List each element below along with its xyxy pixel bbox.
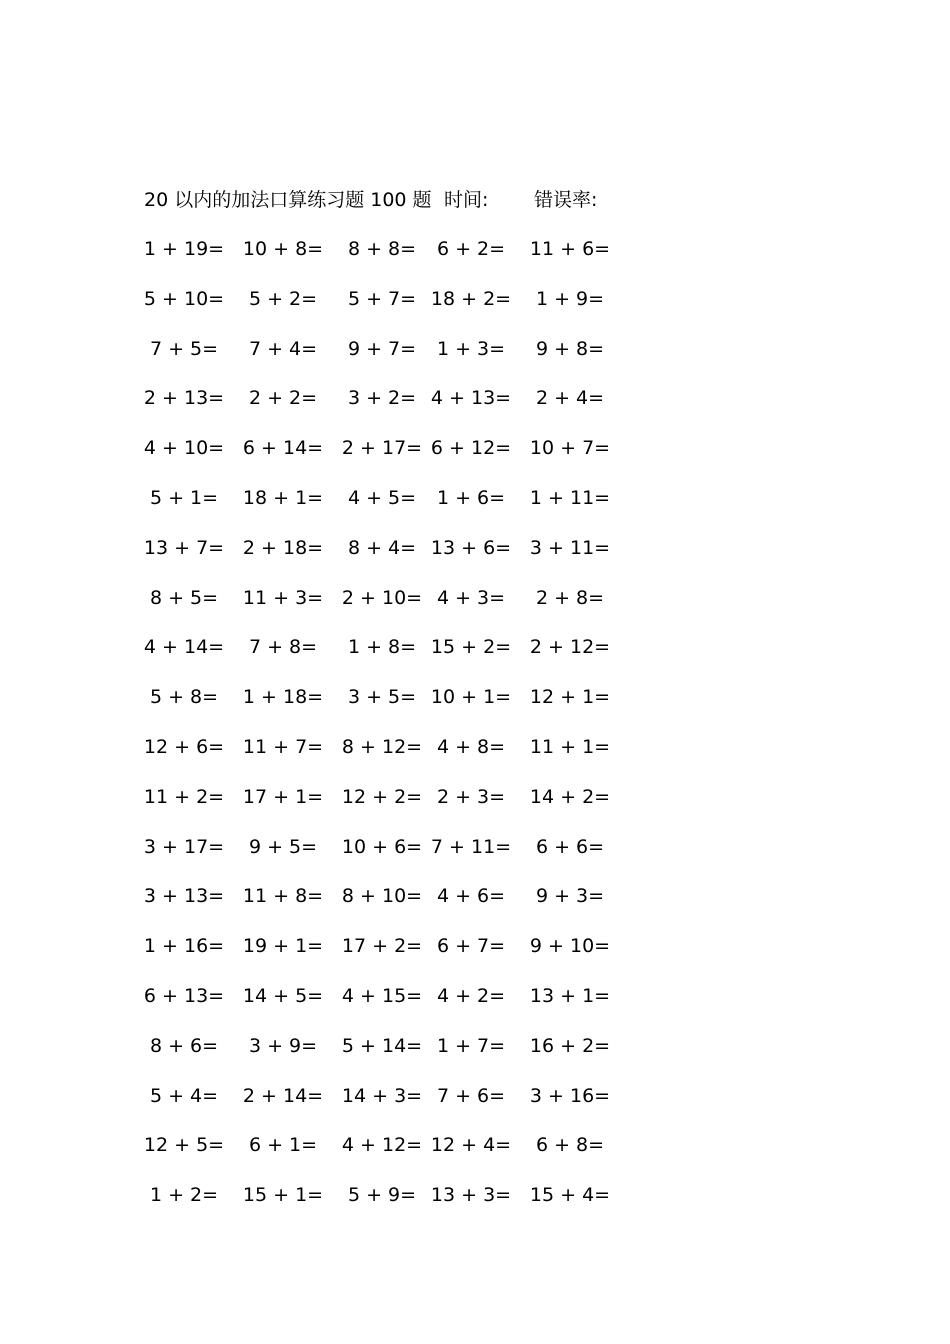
addition-problem: 4 + 14= (143, 636, 225, 659)
addition-problem: 2 + 14= (242, 1084, 324, 1107)
addition-problem: 2 + 8= (535, 586, 605, 609)
addition-problem: 1 + 3= (436, 337, 506, 360)
addition-problem: 3 + 9= (248, 1034, 318, 1057)
addition-problem: 10 + 8= (242, 238, 324, 260)
addition-problem: 19 + 1= (242, 935, 324, 958)
addition-problem: 10 + 7= (529, 437, 611, 460)
addition-problem: 9 + 10= (529, 935, 611, 958)
addition-problem: 2 + 4= (535, 387, 605, 410)
addition-problem: 6 + 13= (143, 984, 225, 1007)
addition-problem: 10 + 1= (430, 686, 512, 709)
addition-problem: 3 + 17= (143, 835, 225, 858)
error-rate-label: 错误率: (534, 189, 598, 211)
addition-problem: 1 + 9= (535, 287, 605, 310)
addition-problem: 4 + 12= (341, 1134, 423, 1157)
problem-row (0, 932, 950, 982)
addition-problem: 1 + 16= (143, 935, 225, 958)
addition-problem: 5 + 7= (347, 287, 417, 310)
addition-problem: 8 + 5= (149, 586, 219, 609)
addition-problem: 1 + 2= (149, 1184, 219, 1207)
addition-problem: 1 + 18= (242, 686, 324, 709)
addition-problem: 7 + 8= (248, 636, 318, 659)
problem-row (0, 683, 950, 733)
problem-row (0, 434, 950, 484)
addition-problem: 6 + 6= (535, 835, 605, 858)
addition-problem: 6 + 8= (535, 1134, 605, 1157)
addition-problem: 3 + 2= (347, 387, 417, 410)
addition-problem: 4 + 5= (347, 486, 417, 509)
time-label: 时间: (444, 189, 489, 211)
addition-problem: 13 + 7= (143, 536, 225, 559)
addition-problem: 15 + 4= (529, 1184, 611, 1207)
problem-row (0, 584, 950, 634)
problem-grid (0, 235, 950, 1231)
worksheet-header (144, 186, 744, 214)
problem-row (0, 982, 950, 1032)
addition-problem: 6 + 12= (430, 437, 512, 460)
addition-problem: 14 + 5= (242, 984, 324, 1007)
addition-problem: 3 + 13= (143, 885, 225, 908)
addition-problem: 14 + 2= (529, 785, 611, 808)
problem-row (0, 1082, 950, 1132)
addition-problem: 8 + 6= (149, 1034, 219, 1057)
addition-problem: 9 + 7= (347, 337, 417, 360)
problem-row (0, 1131, 950, 1181)
addition-problem: 2 + 12= (529, 636, 611, 659)
addition-problem: 8 + 4= (347, 536, 417, 559)
addition-problem: 2 + 17= (341, 437, 423, 460)
problem-row (0, 733, 950, 783)
addition-problem: 12 + 1= (529, 686, 611, 709)
problem-row (0, 783, 950, 833)
addition-problem: 6 + 14= (242, 437, 324, 460)
problem-row (0, 633, 950, 683)
addition-problem: 3 + 11= (529, 536, 611, 559)
addition-problem: 10 + 6= (341, 835, 423, 858)
addition-problem: 7 + 11= (430, 835, 512, 858)
addition-problem: 15 + 1= (242, 1184, 324, 1207)
addition-problem: 1 + 6= (436, 486, 506, 509)
addition-problem: 12 + 5= (143, 1134, 225, 1157)
addition-problem: 4 + 15= (341, 984, 423, 1007)
addition-problem: 16 + 2= (529, 1034, 611, 1057)
addition-problem: 8 + 8= (347, 238, 417, 260)
addition-problem: 5 + 4= (149, 1084, 219, 1107)
addition-problem: 11 + 2= (143, 785, 225, 808)
addition-problem: 12 + 2= (341, 785, 423, 808)
addition-problem: 14 + 3= (341, 1084, 423, 1107)
addition-problem: 6 + 2= (436, 238, 506, 260)
addition-problem: 5 + 8= (149, 686, 219, 709)
addition-problem: 3 + 16= (529, 1084, 611, 1107)
addition-problem: 4 + 3= (436, 586, 506, 609)
addition-problem: 7 + 6= (436, 1084, 506, 1107)
addition-problem: 12 + 4= (430, 1134, 512, 1157)
addition-problem: 1 + 19= (143, 238, 225, 260)
addition-problem: 4 + 6= (436, 885, 506, 908)
addition-problem: 11 + 6= (529, 238, 611, 260)
addition-problem: 17 + 1= (242, 785, 324, 808)
problem-row (0, 235, 950, 285)
addition-problem: 11 + 8= (242, 885, 324, 908)
problem-row (0, 534, 950, 584)
addition-problem: 1 + 8= (347, 636, 417, 659)
addition-problem: 3 + 5= (347, 686, 417, 709)
addition-problem: 7 + 4= (248, 337, 318, 360)
addition-problem: 1 + 7= (436, 1034, 506, 1057)
addition-problem: 2 + 13= (143, 387, 225, 410)
addition-problem: 13 + 3= (430, 1184, 512, 1207)
problem-row (0, 335, 950, 385)
addition-problem: 8 + 12= (341, 735, 423, 758)
problem-row (0, 833, 950, 883)
addition-problem: 4 + 8= (436, 735, 506, 758)
addition-problem: 5 + 2= (248, 287, 318, 310)
addition-problem: 5 + 10= (143, 287, 225, 310)
addition-problem: 11 + 7= (242, 735, 324, 758)
addition-problem: 4 + 10= (143, 437, 225, 460)
addition-problem: 4 + 13= (430, 387, 512, 410)
addition-problem: 18 + 1= (242, 486, 324, 509)
problem-row (0, 285, 950, 335)
problem-row (0, 484, 950, 534)
addition-problem: 13 + 6= (430, 536, 512, 559)
addition-problem: 6 + 1= (248, 1134, 318, 1157)
problem-row (0, 384, 950, 434)
addition-problem: 2 + 2= (248, 387, 318, 410)
addition-problem: 8 + 10= (341, 885, 423, 908)
addition-problem: 5 + 14= (341, 1034, 423, 1057)
addition-problem: 11 + 3= (242, 586, 324, 609)
addition-problem: 9 + 8= (535, 337, 605, 360)
worksheet-title: 20 以内的加法口算练习题 100 题 (144, 189, 432, 211)
addition-problem: 17 + 2= (341, 935, 423, 958)
addition-problem: 9 + 5= (248, 835, 318, 858)
addition-problem: 4 + 2= (436, 984, 506, 1007)
addition-problem: 6 + 7= (436, 935, 506, 958)
addition-problem: 12 + 6= (143, 735, 225, 758)
addition-problem: 9 + 3= (535, 885, 605, 908)
addition-problem: 15 + 2= (430, 636, 512, 659)
addition-problem: 5 + 1= (149, 486, 219, 509)
addition-problem: 11 + 1= (529, 735, 611, 758)
addition-problem: 2 + 3= (436, 785, 506, 808)
problem-row (0, 1181, 950, 1231)
addition-problem: 7 + 5= (149, 337, 219, 360)
addition-problem: 13 + 1= (529, 984, 611, 1007)
addition-problem: 1 + 11= (529, 486, 611, 509)
addition-problem: 2 + 10= (341, 586, 423, 609)
problem-row (0, 1032, 950, 1082)
addition-problem: 18 + 2= (430, 287, 512, 310)
problem-row (0, 882, 950, 932)
addition-problem: 5 + 9= (347, 1184, 417, 1207)
addition-problem: 2 + 18= (242, 536, 324, 559)
